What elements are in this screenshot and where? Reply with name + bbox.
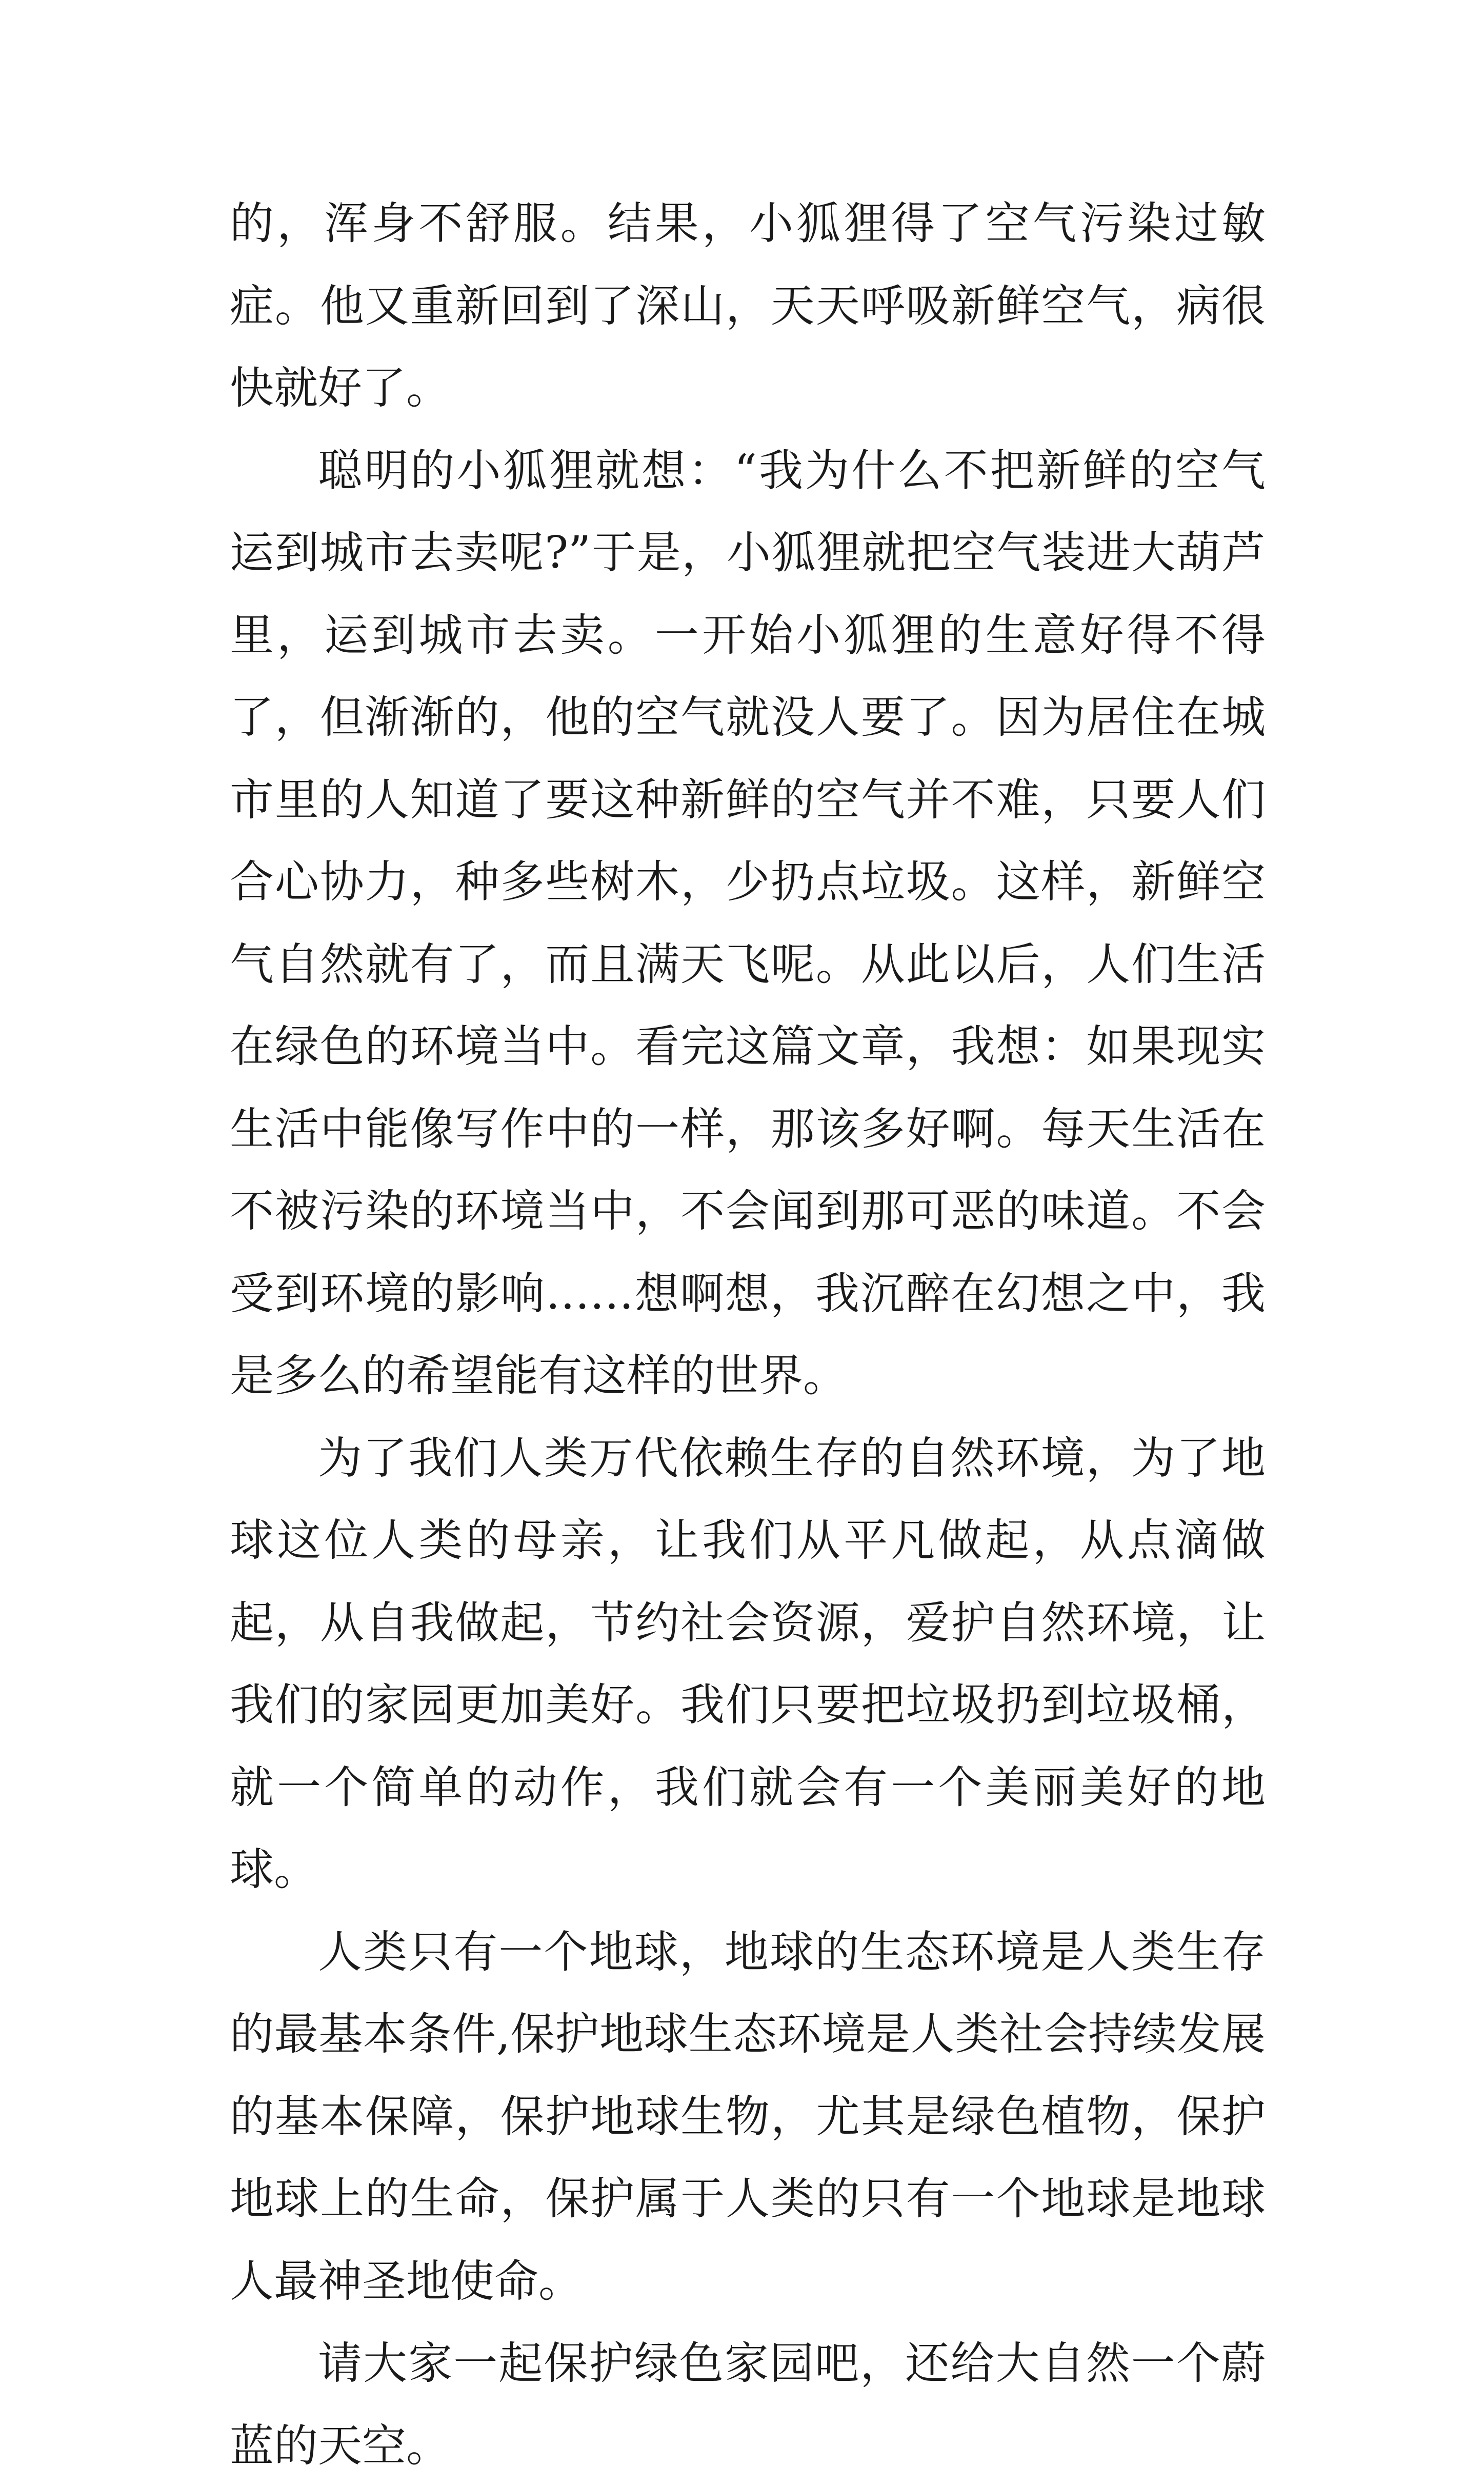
paragraph-2: 聪明的小狐狸就想：“我为什么不把新鲜的空气运到城市去卖呢?”于是，小狐狸就把空气装进大葫芦里，运到城市去卖。一开始小狐狸的生意好得不得了，但渐渐的，他的空气就没人要了。因为居住在城市里的人知道了要这种新鲜的空气并不难，只要人们合心协力，种多些树木，少扔点垃圾。这样，新鲜空气自然就有了，而且满天飞呢。从此以后，人们生活在绿色的环境当中。看完这篇文章，我想：如果现实生活中能像写作中的一样，那该多好啊。每天生活在不被污染的环境当中，不会闻到那可恶的味道。不会受到环境的影响……想啊想，我沉醉在幻想之中，我是多么的希望能有这样的世界。 <box>230 445 1266 1401</box>
paragraph-5: 请大家一起保护绿色家园吧，还给大自然一个蔚蓝的天空。 <box>230 2338 1266 2472</box>
paragraph-3: 为了我们人类万代依赖生存的自然环境，为了地球这位人类的母亲，让我们从平凡做起，从点滴做起，从自我做起，节约社会资源，爱护自然环境，让我们的家园更加美好。我们只要把垃圾扔到垃圾桶，就一个简单的动作，我们就会有一个美丽美好的地球。 <box>230 1432 1266 1895</box>
paragraph-1: 的，浑身不舒服。结果，小狐狸得了空气污染过敏症。他又重新回到了深山，天天呼吸新鲜空气，病很快就好了。 <box>230 198 1266 414</box>
paragraph-4: 人类只有一个地球，地球的生态环境是人类生存的最基本条件,保护地球生态环境是人类社会持续发展的基本保障，保护地球生物，尤其是绿色植物，保护地球上的生命，保护属于人类的只有一个地球是地球人最神圣地使命。 <box>230 1926 1266 2307</box>
body-text <box>230 183 1266 2487</box>
